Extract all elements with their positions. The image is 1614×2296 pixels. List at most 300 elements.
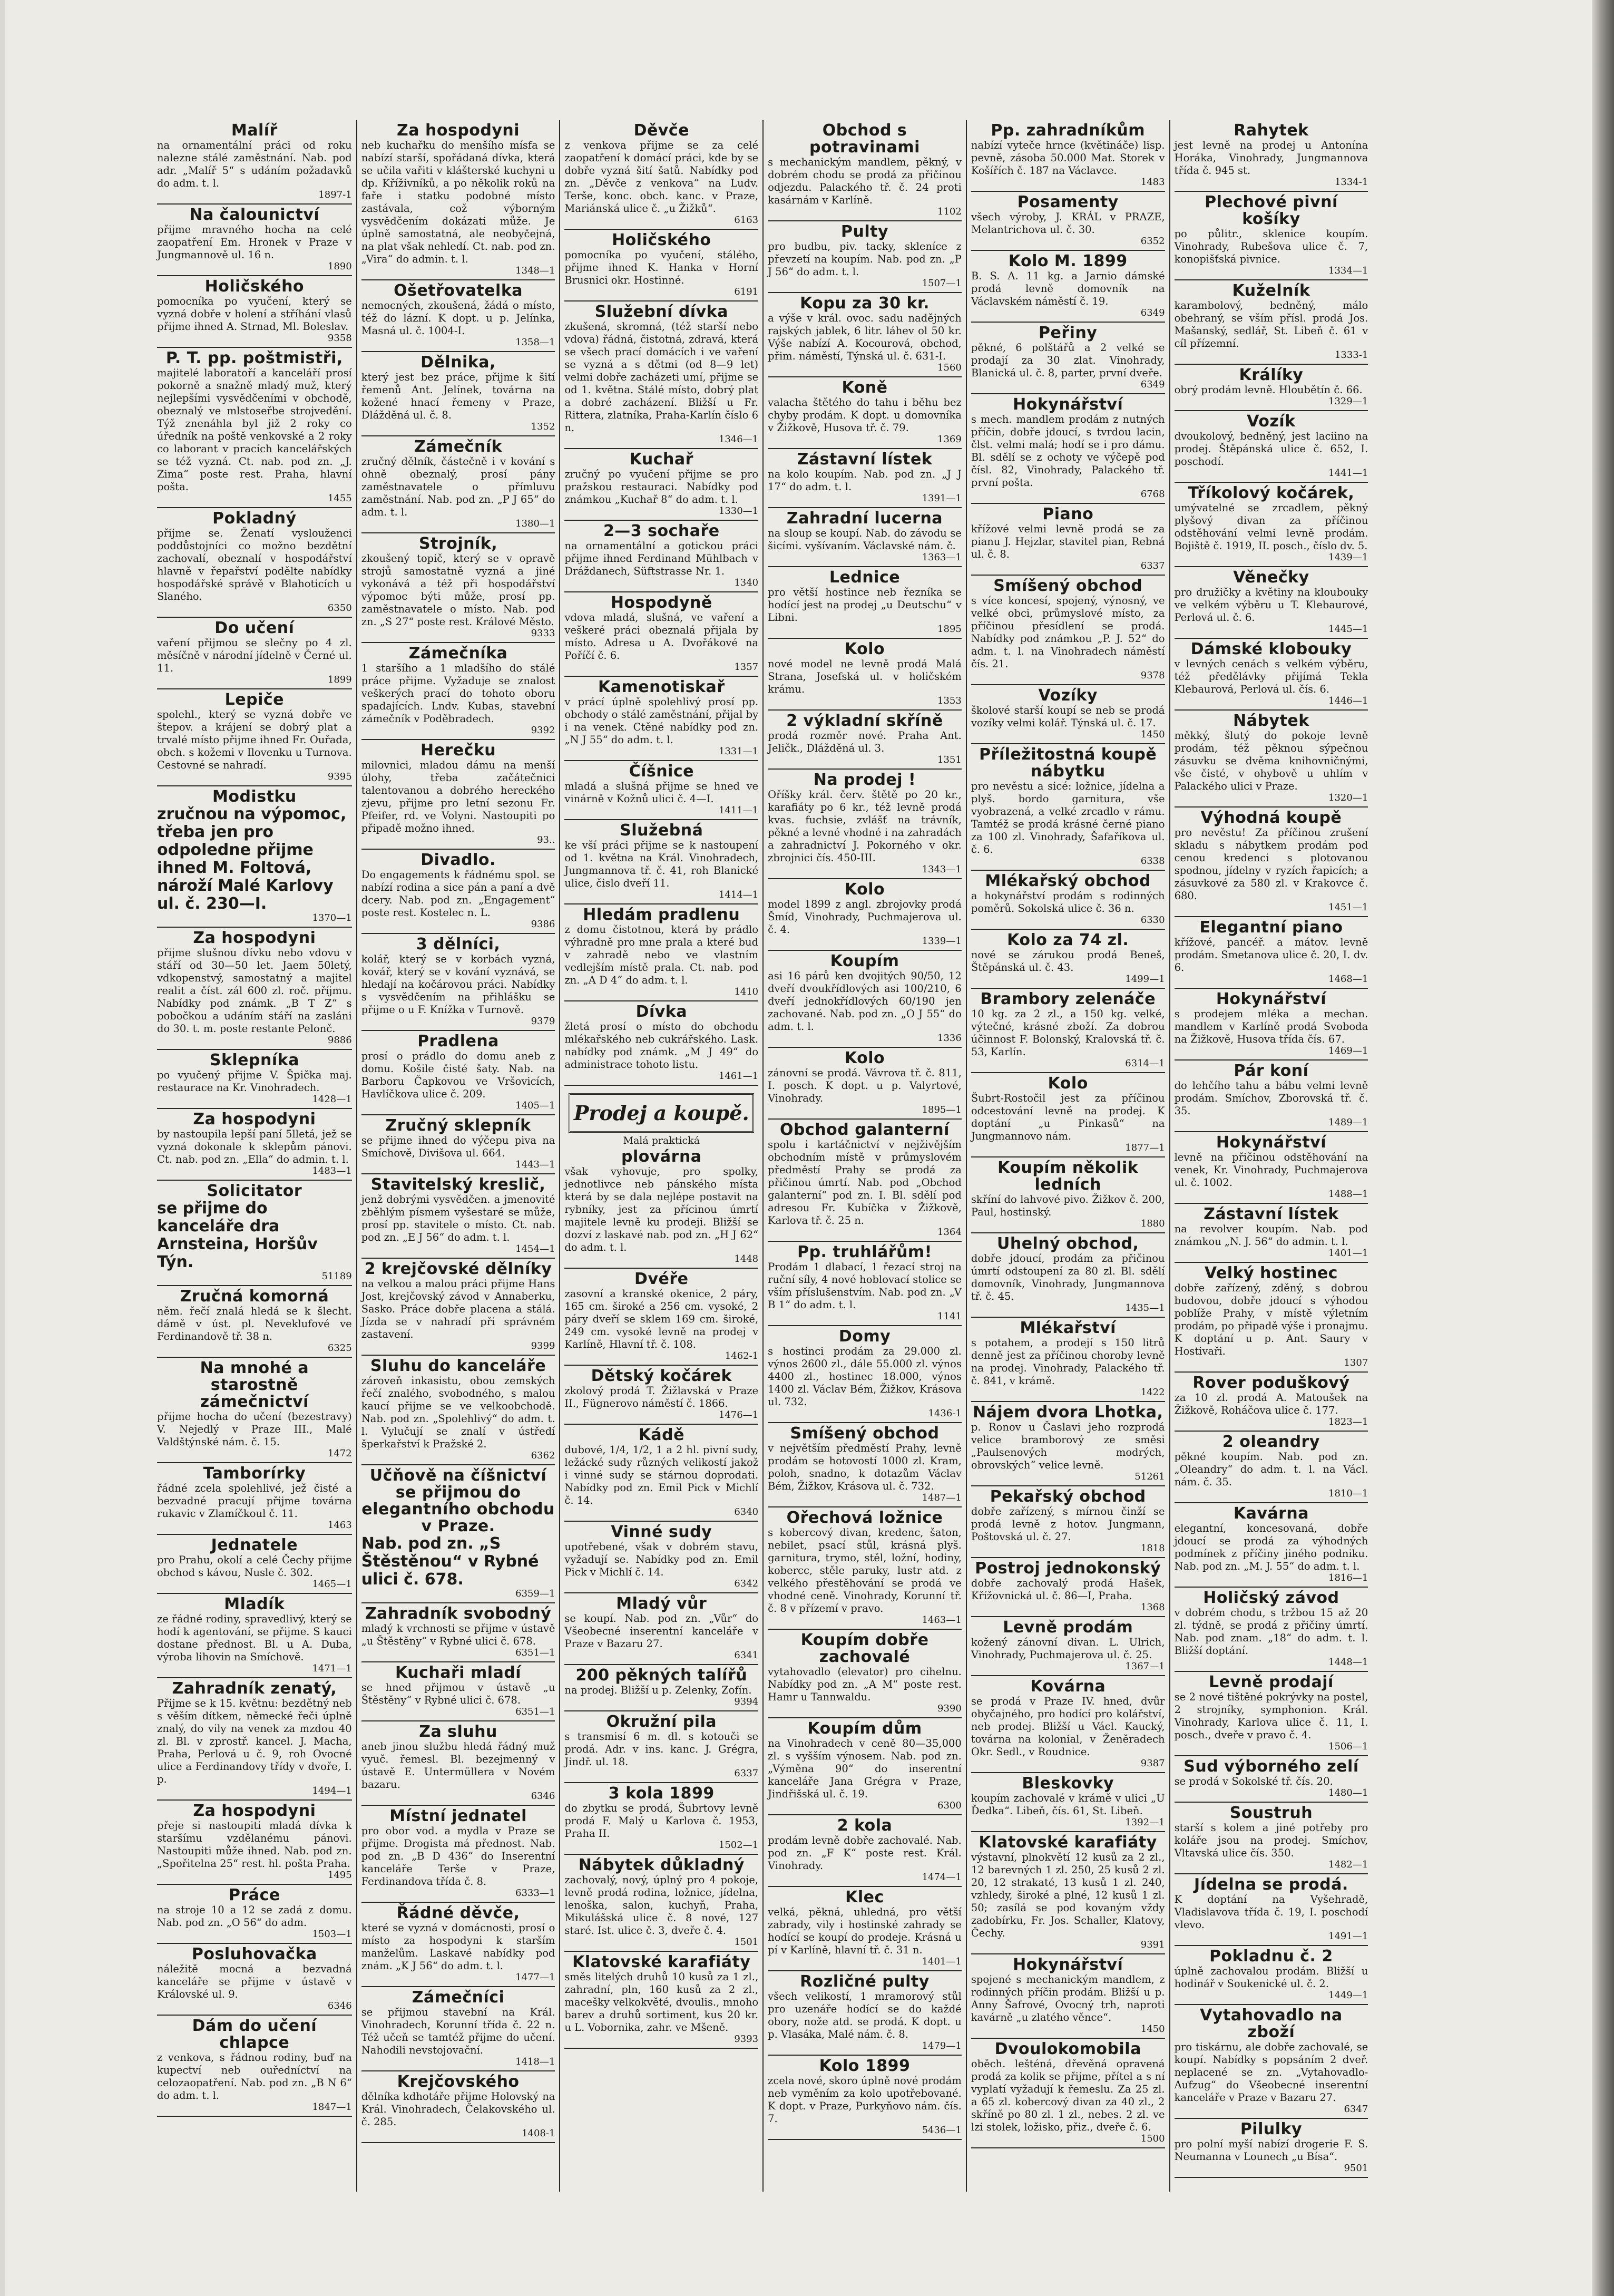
ad-text: skříní do lahvové pivo. Žižkov č. 200, Paul, hostinský. bbox=[971, 1193, 1165, 1218]
classified-ad bbox=[361, 120, 555, 280]
ad-text: na prodej. Bližší u p. Zelenky, Zofín. bbox=[564, 1684, 752, 1696]
ad-title: Modistku bbox=[212, 787, 297, 806]
ad-title: Za hospodyni bbox=[193, 1110, 316, 1128]
classified-ad bbox=[361, 850, 555, 934]
section-banner-subtitle: Malá praktická bbox=[623, 1135, 700, 1146]
ad-text: školové starší koupí se neb se prodá vozíky velmi kolář. Týnská ul. č. 17. bbox=[971, 704, 1165, 729]
ad-text: zručný po vyučení přijme se pro pražskou restauraci. Nabídky pod známkou „Kuchař 8“ do adm. t. l. bbox=[564, 468, 759, 505]
ad-code: 1471—1 bbox=[312, 1663, 352, 1674]
ad-code: 1823—1 bbox=[1328, 1416, 1368, 1427]
classified-ad bbox=[1175, 1874, 1368, 1946]
ad-text: 10 kg. za 2 zl., a 150 kg. velké, výtečné, krásné zboží. Za dobrou účinnost F. Bolonský, Kralovská tř. č. 53, Karlín. bbox=[971, 1008, 1165, 1058]
ad-text: dobře jdoucí, prodám za přičinou úmrtí odstoupení za 80 zl. Bl. sdělí domovník, Vinohrady, Jungmannova tř. č. 45. bbox=[971, 1252, 1165, 1302]
ad-text: úplně zachovalou prodám. Bližší u hodinář v Soukenické ul. č. 2. bbox=[1174, 1965, 1368, 1990]
ad-code: 1468—1 bbox=[1328, 974, 1368, 985]
ad-title: Hokynářství bbox=[1216, 990, 1326, 1008]
ad-title: Zástavní lístek bbox=[1204, 1205, 1339, 1223]
classified-ad bbox=[157, 1885, 352, 1944]
classified-ad bbox=[768, 639, 962, 711]
classified-ad bbox=[1175, 280, 1368, 365]
classified-ad bbox=[1175, 1373, 1368, 1432]
ad-code: 1450 bbox=[1140, 2023, 1165, 2035]
classified-ad bbox=[768, 879, 962, 951]
ad-text: měkký, šlutý do pokoje levně prodám, též pěknou sýpečnou zásuvku se dvěma knihovničnými, vše čisté, v ohybově u uhlím v Palackého ulici v Praze. bbox=[1174, 729, 1368, 792]
ad-code: 1353 bbox=[937, 695, 962, 706]
ad-code: 1495 bbox=[327, 1870, 352, 1881]
ad-code: 1455 bbox=[327, 493, 352, 504]
ad-code: 1477—1 bbox=[515, 1972, 555, 1983]
ad-code: 1435—1 bbox=[1125, 1302, 1165, 1314]
ad-code: 9394 bbox=[734, 1696, 759, 1707]
ad-code: 9390 bbox=[937, 1703, 962, 1714]
classified-ad bbox=[157, 1678, 352, 1801]
classified-ad bbox=[768, 1971, 962, 2056]
ad-code: 1334-1 bbox=[1334, 177, 1368, 188]
ad-title: Rover poduškový bbox=[1192, 1374, 1350, 1392]
ad-title: Kolo M. 1899 bbox=[1008, 252, 1128, 270]
ad-title: Práce bbox=[229, 1886, 280, 1904]
classified-ad bbox=[564, 1269, 758, 1366]
ad-title: Lednice bbox=[829, 568, 901, 587]
ad-title: Kamenotiskař bbox=[598, 678, 725, 696]
ad-text: přijme mravného hocha na celé zaopatření Em. Hronek v Praze v Jungmannově ul. 16 n. bbox=[157, 223, 352, 261]
classified-ad bbox=[361, 1259, 555, 1356]
ad-title: Obchod s potravinami bbox=[809, 121, 920, 157]
ad-text: směs litelých druhů 10 kusů za 1 zl., zahradní, pln, 160 kusů za 2 zl., macešky velkokvěté, dvoulis., mnoho barev a druhů sortiment, kus 20 kr. u L. Vobornika, zahr. ve Mšeně. bbox=[564, 1971, 759, 2034]
ad-title: 2 výkladní skříně bbox=[786, 712, 943, 730]
ad-title: Levně prodám bbox=[1003, 1618, 1133, 1637]
classified-ad bbox=[157, 1594, 352, 1678]
ad-title: Hokynářství bbox=[1013, 395, 1123, 414]
ad-code: 9501 bbox=[1344, 2163, 1368, 2174]
ad-title: Mladík bbox=[224, 1595, 285, 1613]
ad-text: pro obor vod. a mydla v Praze se přijme. Drogista má přednost. Nab. pod zn. „B D 436“ do Inserentní kanceláře Terše v Praze, Ferdinandova třída č. 8. bbox=[361, 1825, 555, 1888]
ad-text: po vyučený přijme V. Špička maj. restaurace na Kr. Vinohradech. bbox=[157, 1069, 352, 1094]
ad-title: Tamborírky bbox=[203, 1464, 306, 1483]
ad-text: Přijme se k 15. květnu: bezdětný neb s věším dítkem, německé řeči úplně znalý, do vily na venek za mzdou 40 zl. Bl. v zprostř. kancel. J. Macha, Praha, Perlová u č. 9, roh Ovocné ulice a Ferdinandovy třídy v dvoře, I. p. bbox=[157, 1697, 352, 1785]
ad-title: Posamenty bbox=[1017, 193, 1119, 211]
ad-title: Smíšený obchod bbox=[790, 1424, 940, 1443]
ad-text: asi 16 párů ken dvojitých 90/50, 12 dveří dvoukřídlových asi 100/210, 6 dveří jednokřídlových 60/190 jen zachované. Nab. pod zn. „O J 55“ do adm. t. l. bbox=[768, 970, 962, 1033]
ad-title: Hokynářství bbox=[1216, 1133, 1326, 1152]
ad-title: Kádě bbox=[638, 1426, 684, 1444]
ad-text: se přijme ihned do výčepu piva na Smíchově, Divišova ul. 664. bbox=[361, 1134, 555, 1159]
ad-code: 9392 bbox=[531, 725, 555, 736]
ad-code: 6325 bbox=[327, 1342, 352, 1354]
ad-code: 1472 bbox=[327, 1448, 352, 1459]
classified-ad bbox=[157, 1286, 352, 1358]
ad-text: vytahovadlo (elevator) pro cihelnu. Nabídky pod zn. „A M“ poste rest. Hamr u Tannwaldu. bbox=[768, 1666, 962, 1703]
classified-ad bbox=[768, 1887, 962, 1971]
ad-code: 1340 bbox=[734, 577, 759, 588]
ad-title: Zámečníci bbox=[412, 1988, 505, 2007]
ad-text: kožený zánovní divan. L. Ulrich, Vinohrady, Puchmajerova ul. č. 25. bbox=[971, 1636, 1165, 1661]
ad-code: 1414—1 bbox=[718, 889, 759, 900]
ad-title: Lepiče bbox=[224, 690, 285, 709]
ad-text: s hostinci prodám za 29.000 zl. výnos 2600 zl., dále 55.000 zl. výnos 4400 zl., hostinec 18.000, výnos 1400 zl. Václav Bém, Žižkov, Krásova ul. 732. bbox=[768, 1345, 962, 1408]
classified-ad bbox=[564, 1522, 758, 1593]
ad-title: Kolo bbox=[844, 1049, 885, 1067]
ad-text: žletá prosí o místo do obchodu mlékařského neb cukrářského. Lask. nabídky pod známk. „M J 49“ do administrace tohoto listu. bbox=[564, 1020, 759, 1071]
ad-text: levně na přičinou odstěhování na venek, Kr. Vinohrady, Puchmajerova ul. č. 1002. bbox=[1174, 1151, 1368, 1189]
ad-text: elegantní, koncesovaná, dobře jdoucí se prodá za výhodných podmínek z příčiny jiného podniku. Nab. pod zn. „M. J. 55“ do adm. t. l. bbox=[1174, 1522, 1368, 1572]
ad-code: 1487—1 bbox=[922, 1492, 962, 1503]
ad-text: nové se zárukou prodá Beneš, Štěpánská ul. č. 43. bbox=[971, 949, 1165, 974]
ad-code: 6300 bbox=[937, 1800, 962, 1811]
ad-code: 1499—1 bbox=[1125, 974, 1165, 985]
classified-ad bbox=[361, 1903, 555, 1987]
ad-code: 6352 bbox=[1140, 236, 1165, 247]
ad-title: Pulty bbox=[840, 222, 888, 241]
ad-code: 5436—1 bbox=[922, 2125, 962, 2136]
ad-title: Kolo bbox=[844, 640, 885, 658]
ad-code: 1330—1 bbox=[718, 505, 759, 517]
classified-ad bbox=[768, 567, 962, 639]
classified-ad bbox=[768, 711, 962, 770]
ad-code: 1401—1 bbox=[1328, 1248, 1368, 1259]
classified-ad bbox=[361, 1603, 555, 1662]
ad-text: vaření přijmou se slečny po 4 zl. měsíčně v národní jídelně v Černé ul. 11. bbox=[157, 637, 352, 674]
ad-code: 1320—1 bbox=[1328, 792, 1368, 803]
classified-ad bbox=[1175, 567, 1368, 639]
classified-ad bbox=[564, 820, 758, 904]
ad-text: však vyhovuje, pro spolky, jednotlivce neb pánského místa která by se dala nejlépe postavit na rybníky, jest za přícinou úmrtí majitele levně ku prodeji. Bližší se dozví z laskavé nab. pod zn. „H J 62“ do adm. t. l. bbox=[564, 1165, 759, 1253]
ad-code: 1482—1 bbox=[1328, 1859, 1368, 1870]
classified-ad bbox=[564, 521, 758, 592]
ad-code: 1507—1 bbox=[922, 278, 962, 289]
ad-text: nabízí vyteče hrnce (květináče) lisp. pevně, zásoba 50.000 Mat. Storek v Košířích č. 187 na Václavce. bbox=[971, 139, 1165, 177]
ad-code: 6346 bbox=[327, 2000, 352, 2011]
ad-code: 1897-1 bbox=[318, 189, 352, 200]
ad-code: 1307 bbox=[1344, 1357, 1368, 1368]
classified-ad bbox=[1175, 639, 1368, 711]
ad-title: Zahradní lucerna bbox=[786, 509, 943, 528]
classified-ad bbox=[768, 120, 962, 221]
classified-ad bbox=[361, 740, 555, 850]
ad-text: se hned přijmou v ústavě „u Štěstěny“ v Rybné ulici č. 678. bbox=[361, 1681, 555, 1706]
ad-text: s mechanickým mandlem, pěkný, v dobrém chodu se prodá za přičinou odjezdu. Palackého tř. č. 24 proti kasárnám v Karlíně. bbox=[768, 156, 962, 206]
ad-title: Dám do učení chlapce bbox=[192, 2017, 317, 2052]
ad-title: Mlékařský obchod bbox=[985, 872, 1151, 890]
ad-text: se prodá v Sokolské tř. čís. 20. bbox=[1174, 1775, 1333, 1787]
ad-title: Pp. zahradníkům bbox=[991, 121, 1145, 140]
ad-text: zachovalý, nový, úplný pro 4 pokoje, levně prodá rodina, ložnice, jídelna, lenoška, salon, kuchyň, Praha, Mikulášská ulice č. 8 nové, 127 staré. Ist. ulice č. 3, dveře č. 4. bbox=[564, 1874, 759, 1937]
ad-title: Zručná komorná bbox=[180, 1287, 329, 1306]
ad-title: Vytahovadlo na zboží bbox=[1200, 2006, 1343, 2041]
classified-ad bbox=[1175, 1672, 1368, 1756]
ad-text: pro tiskárnu, ale dobře zachovalé, se koupí. Nabídky s popsáním 2 dveř. neplacené se zn. „Vytahovadlo-Aufzug“ do Všeobecné inserentní kanceláře v Praze v Bazaru 27. bbox=[1174, 2041, 1368, 2104]
classified-ad bbox=[361, 2071, 555, 2143]
ad-code: 6362 bbox=[531, 1450, 555, 1461]
ad-text: pro polní myší nabízí drogerie F. S. Neumanna v Lounech „u Bísa“. bbox=[1174, 2138, 1368, 2163]
ad-title: Piano bbox=[1042, 505, 1094, 523]
ad-title: Hokynářství bbox=[1013, 1956, 1123, 1974]
ad-title: Na mnohé a starostně zámečnictví bbox=[200, 1359, 309, 1411]
ad-title: Rahytek bbox=[1234, 121, 1309, 140]
ad-title: Číšnice bbox=[629, 762, 694, 781]
ad-title: Děvče bbox=[633, 121, 689, 140]
ad-text: na stroje 10 a 12 se zadá z domu. Nab. pod zn. „O 56“ do adm. bbox=[157, 1904, 352, 1929]
ad-title: Učňově na číšnictví se přijmou do elegantního obchodu v Praze. bbox=[361, 1466, 555, 1535]
ad-title: Pp. truhlářům! bbox=[797, 1243, 932, 1261]
ad-code: 1410 bbox=[734, 986, 759, 997]
ad-code: 1816—1 bbox=[1328, 1572, 1368, 1583]
classified-ad bbox=[157, 205, 352, 276]
classified-ad bbox=[361, 352, 555, 436]
classified-ad bbox=[157, 1109, 352, 1181]
ad-title: Mladý vůr bbox=[616, 1594, 707, 1613]
ad-text: s kobercový divan, kredenc, šaton, nebilet, psací stůl, krásná plyš. garnitura, trymo, stěl, ložní, hodiny, kobercc, stěle paruky, lustr atd. z velkého přestěhování se prodá ve vhodné ceně. Vinohrady, Korunní tř. č. 8 v přízemí v pravo. bbox=[768, 1526, 962, 1614]
classified-ad bbox=[157, 1801, 352, 1885]
ad-code: 1352 bbox=[531, 421, 555, 432]
ad-code: 1461—1 bbox=[718, 1071, 759, 1082]
ad-text: 1 staršího a 1 mladšího do stálé práce přijme. Vyžaduje se znalost veškerých prací do tohoto oboru spadajících. Lndv. Kubas, stavební zámečník v Poděbradech. bbox=[361, 662, 555, 725]
ad-code: 1367—1 bbox=[1125, 1661, 1165, 1672]
classified-ad bbox=[564, 1855, 758, 1952]
classified-ad bbox=[1175, 483, 1368, 567]
ad-text: pro nevěstu! Za příčinou zrušení skladu s nábytkem prodám pod cenou kredenci s plotovanou spodnou, jídelny v ryzích řapicích; a zásuvkové za 580 zl. v Krakovce č. 680. bbox=[1174, 826, 1368, 902]
classified-ad bbox=[157, 1050, 352, 1109]
ad-text: v dobrém chodu, s tržbou 15 až 20 zl. týdně, se prodá z přičiny úmrtí. Nab. pod znam. „18“ do adm. t. l. Bližší doptání. bbox=[1174, 1607, 1368, 1657]
ad-code: 6350 bbox=[327, 602, 352, 614]
ad-code: 1441—1 bbox=[1328, 468, 1368, 479]
ad-code: 1369 bbox=[937, 434, 962, 445]
ad-text: s transmisí 6 m. dl. s kotouči se prodá. Adr. v ins. kanc. J. Grégra, Jindř. ul. 18. bbox=[564, 1730, 759, 1768]
ad-text: dobře zařízený, zděný, s dobrou budovou, dobře jdoucí s výhodou poblíže Prahy, v místě výletním prodám, po připadě výše i pronajmu. K doptání u p. Ant. Saury v Hostivaři. bbox=[1174, 1282, 1368, 1357]
classified-ad bbox=[768, 951, 962, 1048]
classified-ad bbox=[564, 1783, 758, 1855]
classified-ad bbox=[768, 221, 962, 293]
ad-code: 1392—1 bbox=[1125, 1817, 1165, 1828]
ad-title: Kuželník bbox=[1232, 281, 1310, 300]
ad-title: Hospodyně bbox=[610, 594, 712, 612]
classified-ad bbox=[1175, 2005, 1368, 2119]
ad-text: prodám levně dobře zachovalé. Nab. pod zn. „F K“ poste rest. Král. Vinohrady. bbox=[768, 1834, 962, 1872]
ad-code: 1339—1 bbox=[922, 936, 962, 947]
classified-ad bbox=[361, 1174, 555, 1259]
ad-text: B. S. A. 11 kg. a Jarnio dámské prodá levně domovník na Václavském náměstí č. 19. bbox=[971, 270, 1165, 307]
ad-text: kolář, který se v korbách vyzná, kovář, který se v kování vyznává, se hledají na kočárovou práci. Nabídky s vysvědčením na přihlášku se přijme o u F. Knížka v Turnově. bbox=[361, 953, 555, 1016]
ad-text: dobře zařízený, s mírnou činží se prodá levně z hotov. Jungmann, Poštovská ul. č. 27. bbox=[971, 1505, 1165, 1543]
ad-title: Tříkolový kočárek, bbox=[1188, 484, 1355, 502]
classified-ad bbox=[971, 1832, 1165, 1954]
ad-title: Na čalounictví bbox=[189, 206, 320, 224]
ad-title: Ošetřovatelka bbox=[394, 281, 523, 300]
ad-text: zkolový prodá T. Žižlavská v Praze II., Fügnerovo náměstí č. 1866. bbox=[564, 1385, 759, 1409]
ad-text: spolu i kartáčnictví v nejživějším obchodním místě v průmyslovém předměstí Prahy se prodá za přičinou úmrtí. Nab. pod „Obchod galanterní“ pod zn. I. Bl. sdělí pod adresou Fr. Kubíčka v Žižkově, Karlova tř. č. 25 n. bbox=[768, 1139, 962, 1227]
classified-ad bbox=[1175, 1803, 1368, 1874]
ad-code: 1329—1 bbox=[1328, 396, 1368, 407]
ad-title: Dvoulokomobila bbox=[994, 2040, 1141, 2058]
ad-title: Koupím dobře zachovalé bbox=[800, 1631, 929, 1666]
ad-code: 1465—1 bbox=[312, 1579, 352, 1590]
ad-text: na kolo koupím. Nab. pod zn. „J J 17“ do adm. t. l. bbox=[768, 468, 962, 493]
ad-title: Vozíky bbox=[1038, 686, 1098, 705]
classified-ad bbox=[1175, 808, 1368, 917]
ad-title: Za hospodyni bbox=[397, 121, 520, 140]
ad-code: 1408-1 bbox=[522, 2128, 555, 2139]
ad-code: 1346—1 bbox=[718, 434, 759, 445]
classified-ad bbox=[564, 1711, 758, 1783]
ad-code: 6337 bbox=[1140, 560, 1165, 571]
ad-title: P. T. pp. poštmistři, bbox=[165, 349, 343, 367]
ad-title: 2 kola bbox=[837, 1816, 893, 1835]
ad-code: 9333 bbox=[531, 628, 555, 639]
ad-code: 9395 bbox=[327, 771, 352, 782]
ad-title: Malíř bbox=[231, 121, 278, 140]
classified-ad bbox=[971, 192, 1165, 251]
ad-title: Velký hostinec bbox=[1204, 1264, 1338, 1282]
ad-title: Dětský kočárek bbox=[591, 1367, 732, 1385]
ad-code: 1890 bbox=[327, 261, 352, 272]
classified-ad bbox=[361, 436, 555, 533]
ad-code: 1877—1 bbox=[1125, 1142, 1165, 1153]
ad-text: přijme slušnou dívku nebo vdovu v stáří od 30—50 let. Jaem 50letý, vdkopenstvý, samostatný a majitel realit a číst. zál 600 zl. roč. příjmu. Nabídky pod známk. „B T Z“ s pobočkou a udáním stáří na zasláni do 30. t. m. poste restante Pelonč. bbox=[157, 947, 352, 1035]
ad-title: Místní jednatel bbox=[389, 1807, 527, 1825]
ad-title: Rozličné pulty bbox=[800, 1972, 930, 1991]
ad-code: 1102 bbox=[937, 206, 962, 217]
ad-code: 9386 bbox=[531, 919, 555, 930]
classified-ad bbox=[564, 1952, 758, 2049]
classified-ad bbox=[971, 2039, 1165, 2148]
ad-title: Nábytek důkladný bbox=[578, 1856, 745, 1874]
ad-text: přeje si nastoupiti mladá dívka k staršímu vzdělanému pánovi. Nastoupiti může ihned. Nab. pod zn. „Spořitelna 25“ rest. hl. pošta Praha. bbox=[157, 1820, 352, 1870]
ad-code: 93.. bbox=[537, 834, 555, 845]
ad-code: 9391 bbox=[1140, 1939, 1165, 1950]
ad-code: 1474—1 bbox=[922, 1872, 962, 1883]
classified-ad bbox=[361, 1721, 555, 1806]
ad-text: vdova mladá, slušná, ve vaření a veškeré práci obeznalá přijala by místo. Adresa u A. Dvořákové na Poříčí č. 6. bbox=[564, 611, 759, 661]
ad-code: 1333-1 bbox=[1334, 349, 1368, 361]
ad-code: 1494—1 bbox=[312, 1785, 352, 1796]
classified-ad bbox=[1175, 1946, 1368, 2005]
ad-code: 1895 bbox=[937, 624, 962, 635]
ad-text: s více koncesí, spojený, výnosný, ve velké obci, průmyslové místo, za příčinou přesídlení se prodá. Nabídky pod známkou „P. J. 52“ do adm. t. l. na Vinohradech náměstí čís. 21. bbox=[971, 595, 1165, 670]
ad-title: Elegantní piano bbox=[1199, 918, 1343, 937]
ad-title: Klatovské karafiáty bbox=[572, 1953, 751, 1971]
ad-code: 6349 bbox=[1140, 307, 1165, 318]
ad-text: z venkova přijme se za celé zaopatření k domácí práci, kde by se dobře vyzná šití šatů. Nabídky pod zn. „Děvče z venkova“ na Ludv. Terše, konc. obch. kanc. v Praze, Mariánská ulice č. „u Žižků“. bbox=[564, 139, 759, 215]
classified-ad bbox=[361, 1031, 555, 1115]
ad-code: 1364 bbox=[937, 1227, 962, 1238]
ad-code: 1443—1 bbox=[515, 1159, 555, 1170]
ad-title: Za sluhu bbox=[419, 1723, 497, 1741]
ad-text: na ornamentální a gotickou práci přijme ihned Ferdinand Mühlbach v Dráždanech, Süftstrasse Nr. 1. bbox=[564, 540, 759, 577]
ad-text: zkoušený topič, který se v opravě strojů samostatně vyzná a jiné vykonává a též při hospodářství výpomoc býti může, prosí pp. zaměstnavatele o místo. Nab. pod zn. „S 27“ poste rest. Králové Město. bbox=[361, 552, 555, 628]
classified-ad bbox=[768, 1507, 962, 1630]
ad-title: Jednatele bbox=[211, 1536, 298, 1554]
ad-code: 1488—1 bbox=[1328, 1189, 1368, 1200]
classified-ad bbox=[564, 301, 758, 449]
ad-title: Peřiny bbox=[1039, 324, 1098, 342]
ad-code: 1880 bbox=[1140, 1218, 1165, 1229]
ad-text: za 10 zl. prodá A. Matoušek na Žižkově, Roháčova ulice č. 177. bbox=[1174, 1392, 1368, 1416]
ad-code: 1334—1 bbox=[1328, 265, 1368, 276]
ad-title: Kopu za 30 kr. bbox=[800, 294, 930, 313]
ad-text: jenž dobrými vysvědčen. a jmenovité zběhlým písmem vyšestaré se může, prosí pp. stavitele o místo. Ct. nab. pod zn. „E J 56“ do adm. t. l. bbox=[361, 1193, 555, 1243]
ad-text: starší s kolem a jiné potřeby pro koláře jsou na prodej. Smíchov, Vltavská ulice čís. 350. bbox=[1174, 1822, 1368, 1859]
ad-code: 6341 bbox=[734, 1650, 759, 1661]
ad-text: s potahem, a prodejí s 150 litrů denně jest za příčinou choroby levně na prodej. Vinohrady, Palackého tř. č. 841, v krámě. bbox=[971, 1337, 1165, 1387]
ad-text: Prodám 1 dlabací, 1 řezací stroj na ruční síly, 4 nové hoblovací stolice se vším příslušenstvím. Nab. pod zn. „V B 1“ do adm. t. l. bbox=[768, 1261, 962, 1311]
classified-ad bbox=[1175, 711, 1368, 808]
ad-text: neb kuchařku do menšího mísfa se nabízí starší, spořádaná dívka, která se učila vařiti v klášterské kuchyni u dp. Kříživníků, a po několik roků na faře i statku podobné místo zastávala, což výborným vysvědčením dokázati může. Je úplně samostatná, ale neobyčejná, na plat však nehledí. Ct. nab. pod zn. „Vira“ do admin. t. l. bbox=[361, 139, 555, 265]
classified-ad bbox=[768, 1048, 962, 1120]
ad-code: 1357 bbox=[734, 661, 759, 673]
classified-ad bbox=[1175, 365, 1368, 411]
section-banner bbox=[569, 1093, 754, 1133]
ad-text: obrý prodám levně. Hloubětín č. 66. bbox=[1174, 384, 1363, 396]
ad-title: Dámské klobouky bbox=[1190, 640, 1352, 658]
classified-ad bbox=[971, 576, 1165, 685]
ad-title: Domy bbox=[838, 1327, 891, 1346]
ad-title: Služebná bbox=[620, 821, 703, 840]
classified-ad bbox=[157, 928, 352, 1050]
ad-code: 1391—1 bbox=[922, 493, 962, 504]
ad-code: 6191 bbox=[734, 286, 759, 297]
ad-code: 6330 bbox=[1140, 914, 1165, 926]
classified-ad bbox=[768, 1630, 962, 1718]
ad-title: Kuchař bbox=[629, 450, 693, 469]
ad-code: 1502—1 bbox=[718, 1840, 759, 1851]
ad-code: 1560 bbox=[937, 362, 962, 373]
classified-ad bbox=[1175, 1756, 1368, 1803]
ad-code: 1462-1 bbox=[725, 1350, 759, 1361]
ad-text: dvoukolový, bedněný, jest laciino na prodej. Štěpánská ulice č. 652, I. poschodí. bbox=[1174, 430, 1368, 468]
ad-text: jest levně na prodej u Antonína Horáka, Vinohrady, Jungmannova třída č. 945 st. bbox=[1174, 139, 1368, 177]
ad-code: 1450 bbox=[1140, 729, 1165, 740]
ad-code: 1489—1 bbox=[1328, 1117, 1368, 1128]
ad-title: Kovárna bbox=[1030, 1677, 1106, 1696]
ad-text: pěkné, 6 polštářů a 2 velké se prodají za 30 zlat. Vinohrady, Blanická ul. č. 8, parter, první dveře. bbox=[971, 342, 1165, 379]
classified-ad bbox=[768, 377, 962, 449]
ad-text: model 1899 z angl. zbrojovky prodá Šmíd, Vinohrady, Puchmajerova ul. č. 4. bbox=[768, 898, 962, 936]
column-5 bbox=[966, 120, 1169, 2192]
ad-text: nemocných, zkoušená, žádá o místo, též do lázní. K dopt. u p. Jelínka, Masná ul. č. 1004-I. bbox=[361, 299, 555, 337]
ad-text: a hokynářství prodám s rodinných poměrů. Sokolská ulice č. 36 n. bbox=[971, 890, 1165, 914]
ad-text: dělníka kdhotáře přijme Holovský na Král. Vinohradech, Čelakovského ul. č. 285. bbox=[361, 2090, 555, 2128]
classified-ad bbox=[768, 770, 962, 879]
ad-text: na Vinohradech v ceně 80—35,000 zl. s vyšším výnosem. Nab. pod zn. „Výměna 90“ do inserentní kanceláře Jana Grégra v Praze, Jindřišská ul. č. 19. bbox=[768, 1737, 962, 1800]
ad-title: Obchod galanterní bbox=[780, 1121, 950, 1139]
ad-code: 51189 bbox=[321, 1271, 352, 1282]
ad-text: ze řádné rodiny, spravedlivý, který se hodí k agentování, se přijme. S kauci dostane přednost. Bl. u A. Duba, výroba lihovin na Smíchově. bbox=[157, 1613, 352, 1663]
ad-text: Oříšky král. červ. štětě po 20 kr., karafiáty po 6 kr., též levně prodá kvas. fuchsie, zvlášť na trávník, pěkné a levné vhodné i na zahradách a zahradnictví J. Pokorného v okr. zbrojnici čís. 450-III. bbox=[768, 789, 962, 864]
ad-title: Divadlo. bbox=[420, 851, 496, 869]
ad-code: 1476—1 bbox=[718, 1409, 759, 1421]
classified-ad bbox=[564, 1366, 758, 1425]
ad-title: Smíšený obchod bbox=[993, 577, 1143, 595]
ad-code: 1380—1 bbox=[515, 518, 555, 529]
classified-ad bbox=[564, 677, 758, 761]
ad-text: pro větší hostince neb řezníka se hodící jest na prodej „u Deutschu“ v Libni. bbox=[768, 586, 962, 624]
classified-ad bbox=[1175, 1263, 1368, 1373]
classified-ad bbox=[971, 1157, 1165, 1233]
section-banner-title: Prodej a koupě. bbox=[573, 1101, 749, 1125]
classified-ad bbox=[157, 618, 352, 689]
ad-title: Zámečníka bbox=[408, 644, 508, 663]
ad-title: Pradlena bbox=[417, 1032, 499, 1050]
ad-title: 200 pěkných talířů bbox=[575, 1666, 748, 1685]
ad-code: 1818 bbox=[1140, 1543, 1165, 1554]
ad-code: 1479—1 bbox=[922, 2040, 962, 2051]
classified-ad bbox=[361, 280, 555, 352]
ad-title: Koupím bbox=[830, 952, 899, 970]
classified-ad bbox=[564, 1665, 758, 1711]
ad-code: 9886 bbox=[327, 1035, 352, 1046]
ad-text: s mech. mandlem prodám z nutných příčin, dobře jdoucí, s tvrdou lacin, člst. velmi malá; hodí se i pro dámu. Bl. sdělí se z ochoty ve výčepě pod čísl. 82, Vinohrady, Palackého tř. první pošta. bbox=[971, 413, 1165, 489]
ad-code: 1491—1 bbox=[1328, 1931, 1368, 1942]
